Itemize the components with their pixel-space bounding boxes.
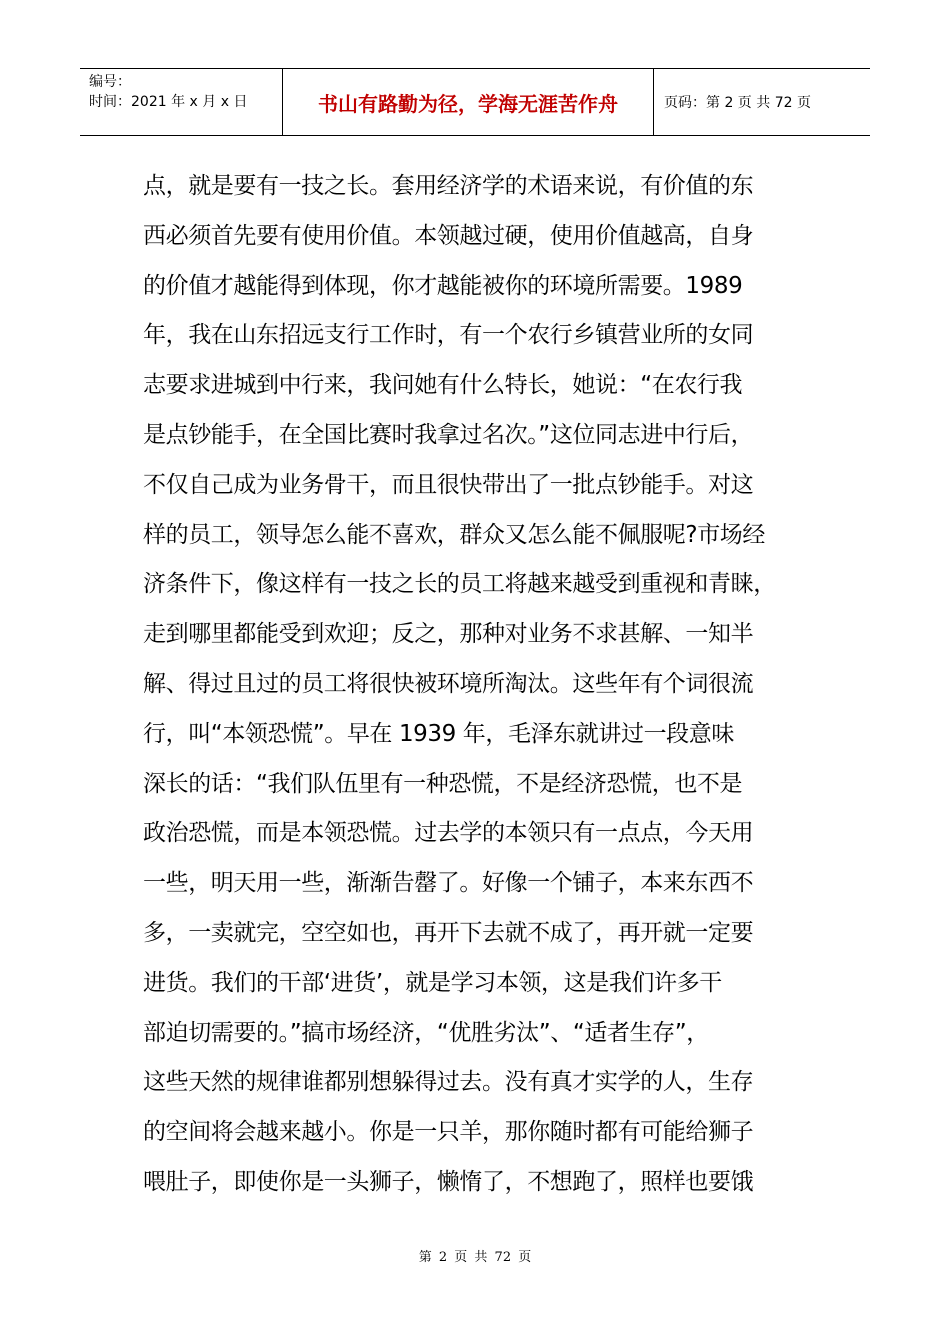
text-line: 年，我在山东招远支行工作时，有一个农行乡镇营业所的女同 — [143, 322, 754, 349]
header-meta-cell — [80, 69, 283, 135]
text-line: 西必须首先要有使用价值。本领越过硬，使用价值越高，自身 — [143, 222, 754, 249]
text-line: 不仅自己成为业务骨干，而且很快带出了一批点钞能手。对这 — [143, 471, 754, 498]
text-line: 部迫切需要的。”搞市场经济，“优胜劣汰”、“适者生存”， — [143, 1019, 709, 1046]
text-line: 一些，明天用一些，渐渐告罄了。好像一个铺子，本来东西不 — [143, 870, 754, 897]
text-line: 喂肚子，即使你是一头狮子，懒惰了，不想跑了，照样也要饿 — [143, 1168, 754, 1195]
document-date-label: 时间：2021 年 x 月 x 日 — [89, 94, 248, 110]
header-motto: 书山有路勤为径，学海无涯苦作舟 — [283, 69, 654, 135]
page-header — [80, 68, 870, 136]
text-line: 进货。我们的干部‘进货’，就是学习本领，这是我们许多干 — [143, 969, 722, 996]
document-number-label: 编号： — [89, 74, 131, 90]
text-line: 志要求进城到中行来，我问她有什么特长，她说：“在农行我 — [143, 372, 743, 399]
text-line: 济条件下，像这样有一技之长的员工将越来越受到重视和青睐， — [143, 571, 776, 598]
text-line: 走到哪里都能受到欢迎；反之，那种对业务不求甚解、一知半 — [143, 621, 754, 648]
text-line: 行，叫“本领恐慌”。早在 1939 年，毛泽东就讲过一段意味 — [143, 720, 734, 747]
text-line: 的空间将会越来越小。你是一只羊，那你随时都有可能给狮子 — [143, 1119, 754, 1146]
text-line: 政治恐慌，而是本领恐慌。过去学的本领只有一点点，今天用 — [143, 820, 754, 847]
text-line: 点，就是要有一技之长。套用经济学的术语来说，有价值的东 — [143, 173, 754, 199]
text-line: 深长的话：“我们队伍里有一种恐慌，不是经济恐慌，也不是 — [143, 770, 743, 797]
text-line: 是点钞能手，在全国比赛时我拿过名次。”这位同志进中行后， — [143, 421, 754, 448]
page-footer: 第 2 页 共 72 页 — [418, 1250, 532, 1265]
text-line: 这些天然的规律谁都别想躲得过去。没有真才实学的人，生存 — [143, 1069, 754, 1096]
text-line: 解、得过且过的员工将很快被环境所淘汰。这些年有个词很流 — [143, 670, 754, 697]
header-page-info: 页码：第 2 页 共 72 页 — [664, 95, 811, 111]
body-text — [143, 162, 823, 1208]
text-line: 样的员工，领导怎么能不喜欢，群众又怎么能不佩服呢?市场经 — [143, 521, 766, 548]
text-line: 多，一卖就完，空空如也，再开下去就不成了，再开就一定要 — [143, 919, 754, 946]
text-line: 的价值才越能得到体现，你才越能被你的环境所需要。1989 — [143, 272, 743, 299]
